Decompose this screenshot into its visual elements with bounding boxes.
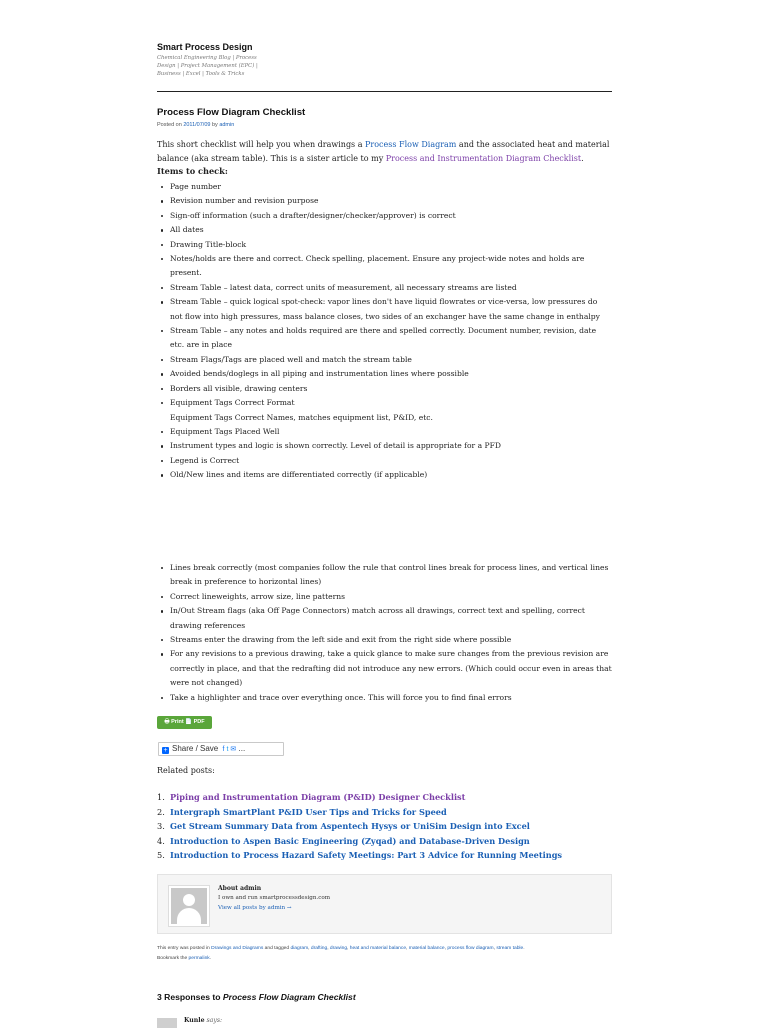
avatar-head	[183, 894, 195, 906]
share-save-button[interactable]	[158, 742, 284, 756]
bullet	[161, 697, 163, 699]
list-item-text: Sign-off information (such a drafter/designer/checker/approver) is correct	[170, 210, 456, 220]
bullet	[161, 445, 163, 447]
items-heading: Items to check:	[157, 166, 228, 176]
list-number: 2.	[157, 806, 165, 817]
bullet	[161, 359, 163, 361]
list-item-text: Avoided bends/doglegs in all piping and instrumentation lines where possible	[170, 369, 469, 379]
list-item-text: Take a highlighter and trace over everything once. This will force you to find final errors	[170, 692, 512, 702]
related-posts-label: Related posts:	[157, 766, 215, 775]
list-item	[157, 396, 612, 410]
list-item	[157, 209, 612, 223]
about-author-text: I own and run smartprocessdesign.com	[218, 895, 331, 901]
list-item-text: In/Out Stream flags (aka Off Page Connectors) match across all drawings, correct text and spelling, correct drawing references	[170, 606, 585, 630]
post-author-link[interactable]: admin	[219, 122, 235, 128]
bullet	[161, 388, 163, 390]
list-number: 3.	[157, 821, 165, 832]
intro-text-1: This short checklist will help you when drawings a	[157, 140, 366, 149]
list-item	[157, 324, 612, 353]
list-item-text: Page number	[170, 182, 222, 191]
list-item	[157, 382, 612, 396]
says-label: says:	[206, 1017, 223, 1024]
author-info-box	[157, 874, 612, 934]
about-author-title: About admin	[218, 885, 262, 892]
comment-author	[184, 1017, 222, 1024]
share-more[interactable]: ...	[238, 744, 246, 753]
tag-link[interactable]: drafting	[310, 946, 328, 951]
list-item	[157, 439, 612, 453]
list-item-text: Instrument types and logic is shown correctly. Level of detail is appropriate for a PFD	[170, 441, 501, 451]
plus-icon: +	[163, 747, 168, 754]
list-item	[157, 691, 612, 705]
pfd-link[interactable]: Process Flow Diagram	[365, 140, 457, 149]
bullet	[161, 373, 163, 375]
checklist-part-1	[157, 180, 612, 483]
list-item-text: All dates	[170, 225, 204, 235]
list-number: 4.	[157, 835, 165, 846]
commenter-avatar	[157, 1018, 177, 1028]
tag-link[interactable]: heat and material balance	[349, 946, 407, 951]
bullet	[161, 610, 163, 612]
tag-link[interactable]: process flow diagram	[447, 946, 494, 951]
post-intro	[157, 138, 612, 166]
list-item	[157, 848, 627, 863]
related-posts-list	[157, 790, 627, 863]
list-item	[157, 223, 612, 237]
permalink[interactable]: permalink	[188, 956, 210, 961]
list-item-text: Old/New lines and items are differentiated correctly (if applicable)	[170, 470, 428, 480]
facebook-icon[interactable]: f	[222, 746, 225, 753]
related-post-link[interactable]: Get Stream Summary Data from Aspentech Hysys or UniSim Design into Excel	[170, 821, 530, 832]
bullet	[161, 639, 163, 641]
list-item-text: Stream Table – any notes and holds required are there and spelled correctly. Document number, revision, date etc. are in place	[170, 326, 597, 350]
tag-link[interactable]: drawing	[329, 946, 348, 951]
commenter-name[interactable]: Kunle	[184, 1017, 205, 1024]
list-item	[157, 561, 612, 590]
bullet	[161, 244, 163, 246]
twitter-icon[interactable]: t	[226, 746, 229, 753]
posted-by: by	[211, 122, 218, 128]
post-date-link[interactable]: 2011/07/09	[183, 122, 211, 128]
meta-text: This entry was posted in	[157, 946, 212, 951]
list-item	[157, 633, 612, 647]
list-number: 5.	[157, 850, 165, 861]
intro-text-2: and the associated heat and material balance (aka stream table). This is a sister article to my	[157, 140, 610, 163]
bullet	[161, 215, 163, 217]
print-pdf-button[interactable]: 🖶 Print 📄 PDF	[157, 716, 212, 729]
list-item	[157, 411, 612, 425]
site-title[interactable]: Smart Process Design	[157, 42, 253, 52]
list-item	[157, 454, 612, 468]
comments-heading-title: Process Flow Diagram Checklist	[222, 992, 356, 1002]
bullet	[161, 330, 163, 332]
pid-checklist-link[interactable]: Process and Instrumentation Diagram Checklist	[385, 154, 582, 163]
list-item	[157, 252, 612, 281]
list-item-text: Stream Flags/Tags are placed well and match the stream table	[170, 354, 412, 364]
tag-link[interactable]: stream table	[496, 946, 524, 951]
share-label: Share / Save	[172, 744, 219, 753]
site-description: Chemical Engineering Blog | Process Design | Project Management (EPC) | Business | Excel | Tools & Tricks	[157, 55, 258, 77]
category-link[interactable]: Drawings and Diagrams	[211, 946, 264, 951]
header-divider	[157, 91, 612, 92]
list-item	[157, 425, 612, 439]
post-title[interactable]: Process Flow Diagram Checklist	[157, 107, 306, 118]
list-item	[157, 590, 612, 604]
bullet	[161, 287, 163, 289]
list-item	[157, 353, 612, 367]
bullet	[161, 258, 163, 260]
list-item	[157, 238, 612, 252]
bullet	[161, 200, 163, 202]
meta-text: Bookmark the	[157, 956, 189, 961]
bullet	[161, 402, 163, 404]
bullet	[161, 186, 163, 188]
list-item-text: Stream Table – latest data, correct units of measurement, all necessary streams are listed	[170, 282, 517, 292]
comments-heading	[157, 992, 356, 1002]
list-item-text: Legend is Correct	[170, 455, 240, 465]
avatar-body	[177, 908, 201, 924]
meta-text: and tagged	[263, 946, 291, 951]
meta-text: .	[209, 956, 212, 961]
list-item-text: Notes/holds are there and correct. Check spelling, placement. Ensure any project-wide notes and holds are present.	[170, 254, 585, 278]
list-item	[157, 647, 612, 690]
list-item	[157, 367, 612, 381]
list-item	[157, 194, 612, 208]
list-item-text: Borders all visible, drawing centers	[170, 383, 308, 393]
avatar	[168, 885, 210, 927]
bullet	[161, 460, 163, 462]
list-item-text: Drawing Title-block	[170, 239, 247, 249]
related-post-link[interactable]: Introduction to Aspen Basic Engineering (Zyqad) and Database-Driven Design	[170, 835, 530, 846]
list-item-text: Correct lineweights, arrow size, line patterns	[170, 591, 346, 601]
related-post-link[interactable]: Intergraph SmartPlant P&ID User Tips and Tricks for Speed	[170, 806, 447, 817]
list-item-text: For any revisions to a previous drawing, take a quick glance to make sure changes from the previous revision are correctly in place, and that the redrafting did not introduce any new errors. (Which could occur even in areas that were not changed)	[170, 649, 612, 688]
bullet	[161, 301, 163, 303]
bullet	[161, 596, 163, 598]
post-meta	[157, 122, 234, 128]
intro-text-3: .	[581, 154, 584, 163]
list-item	[157, 790, 627, 805]
list-item	[157, 604, 612, 633]
entry-meta: This entry was posted in Drawings and Diagrams and tagged diagram, drafting, drawing, heat and material balance, material balance, process flow diagram, stream table. Bookmark the permalink.	[157, 946, 525, 961]
bullet	[161, 567, 163, 569]
list-item	[157, 834, 627, 849]
bullet	[161, 474, 163, 476]
avatar-placeholder-icon	[171, 888, 207, 924]
list-item	[157, 468, 612, 482]
list-item	[157, 180, 612, 194]
tag-link[interactable]: diagram	[290, 946, 309, 951]
tag-link[interactable]: material balance	[408, 946, 445, 951]
view-all-posts-link[interactable]: View all posts by admin →	[218, 905, 292, 911]
list-item-text: Revision number and revision purpose	[170, 196, 319, 206]
list-item-text: Equipment Tags Placed Well	[170, 426, 280, 436]
list-item-text: Equipment Tags Correct Format	[170, 398, 295, 408]
posted-prefix: Posted on	[157, 122, 182, 128]
list-item-text: Lines break correctly (most companies follow the rule that control lines break for process lines, and vertical lines break in preference to horizontal lines)	[170, 563, 609, 587]
bullet	[161, 431, 163, 433]
list-item-text: Streams enter the drawing from the left side and exit from the right side where possible	[170, 635, 512, 645]
list-item	[157, 819, 627, 834]
related-post-link[interactable]: Introduction to Process Hazard Safety Meetings: Part 3 Advice for Running Meetings	[170, 850, 563, 861]
list-item	[157, 295, 612, 324]
list-item	[157, 805, 627, 820]
checklist-part-2	[157, 561, 612, 705]
related-post-link[interactable]: Piping and Instrumentation Diagram (P&ID) Designer Checklist	[170, 792, 466, 802]
list-item-text: Equipment Tags Correct Names, matches equipment list, P&ID, etc.	[170, 412, 433, 422]
list-item	[157, 281, 612, 295]
list-item-text: Stream Table – quick logical spot-check: vapor lines don't have liquid flowrates or vice-versa, low pressures do not flow into high pressures, mass balance closes, two sides of an exchanger have the same change in enthalpy	[170, 297, 600, 321]
bullet	[161, 653, 163, 655]
bullet	[161, 229, 163, 231]
comments-heading-prefix: 3 Responses to	[157, 992, 223, 1002]
list-number: 1.	[157, 792, 165, 802]
email-icon[interactable]: ✉	[230, 746, 237, 753]
